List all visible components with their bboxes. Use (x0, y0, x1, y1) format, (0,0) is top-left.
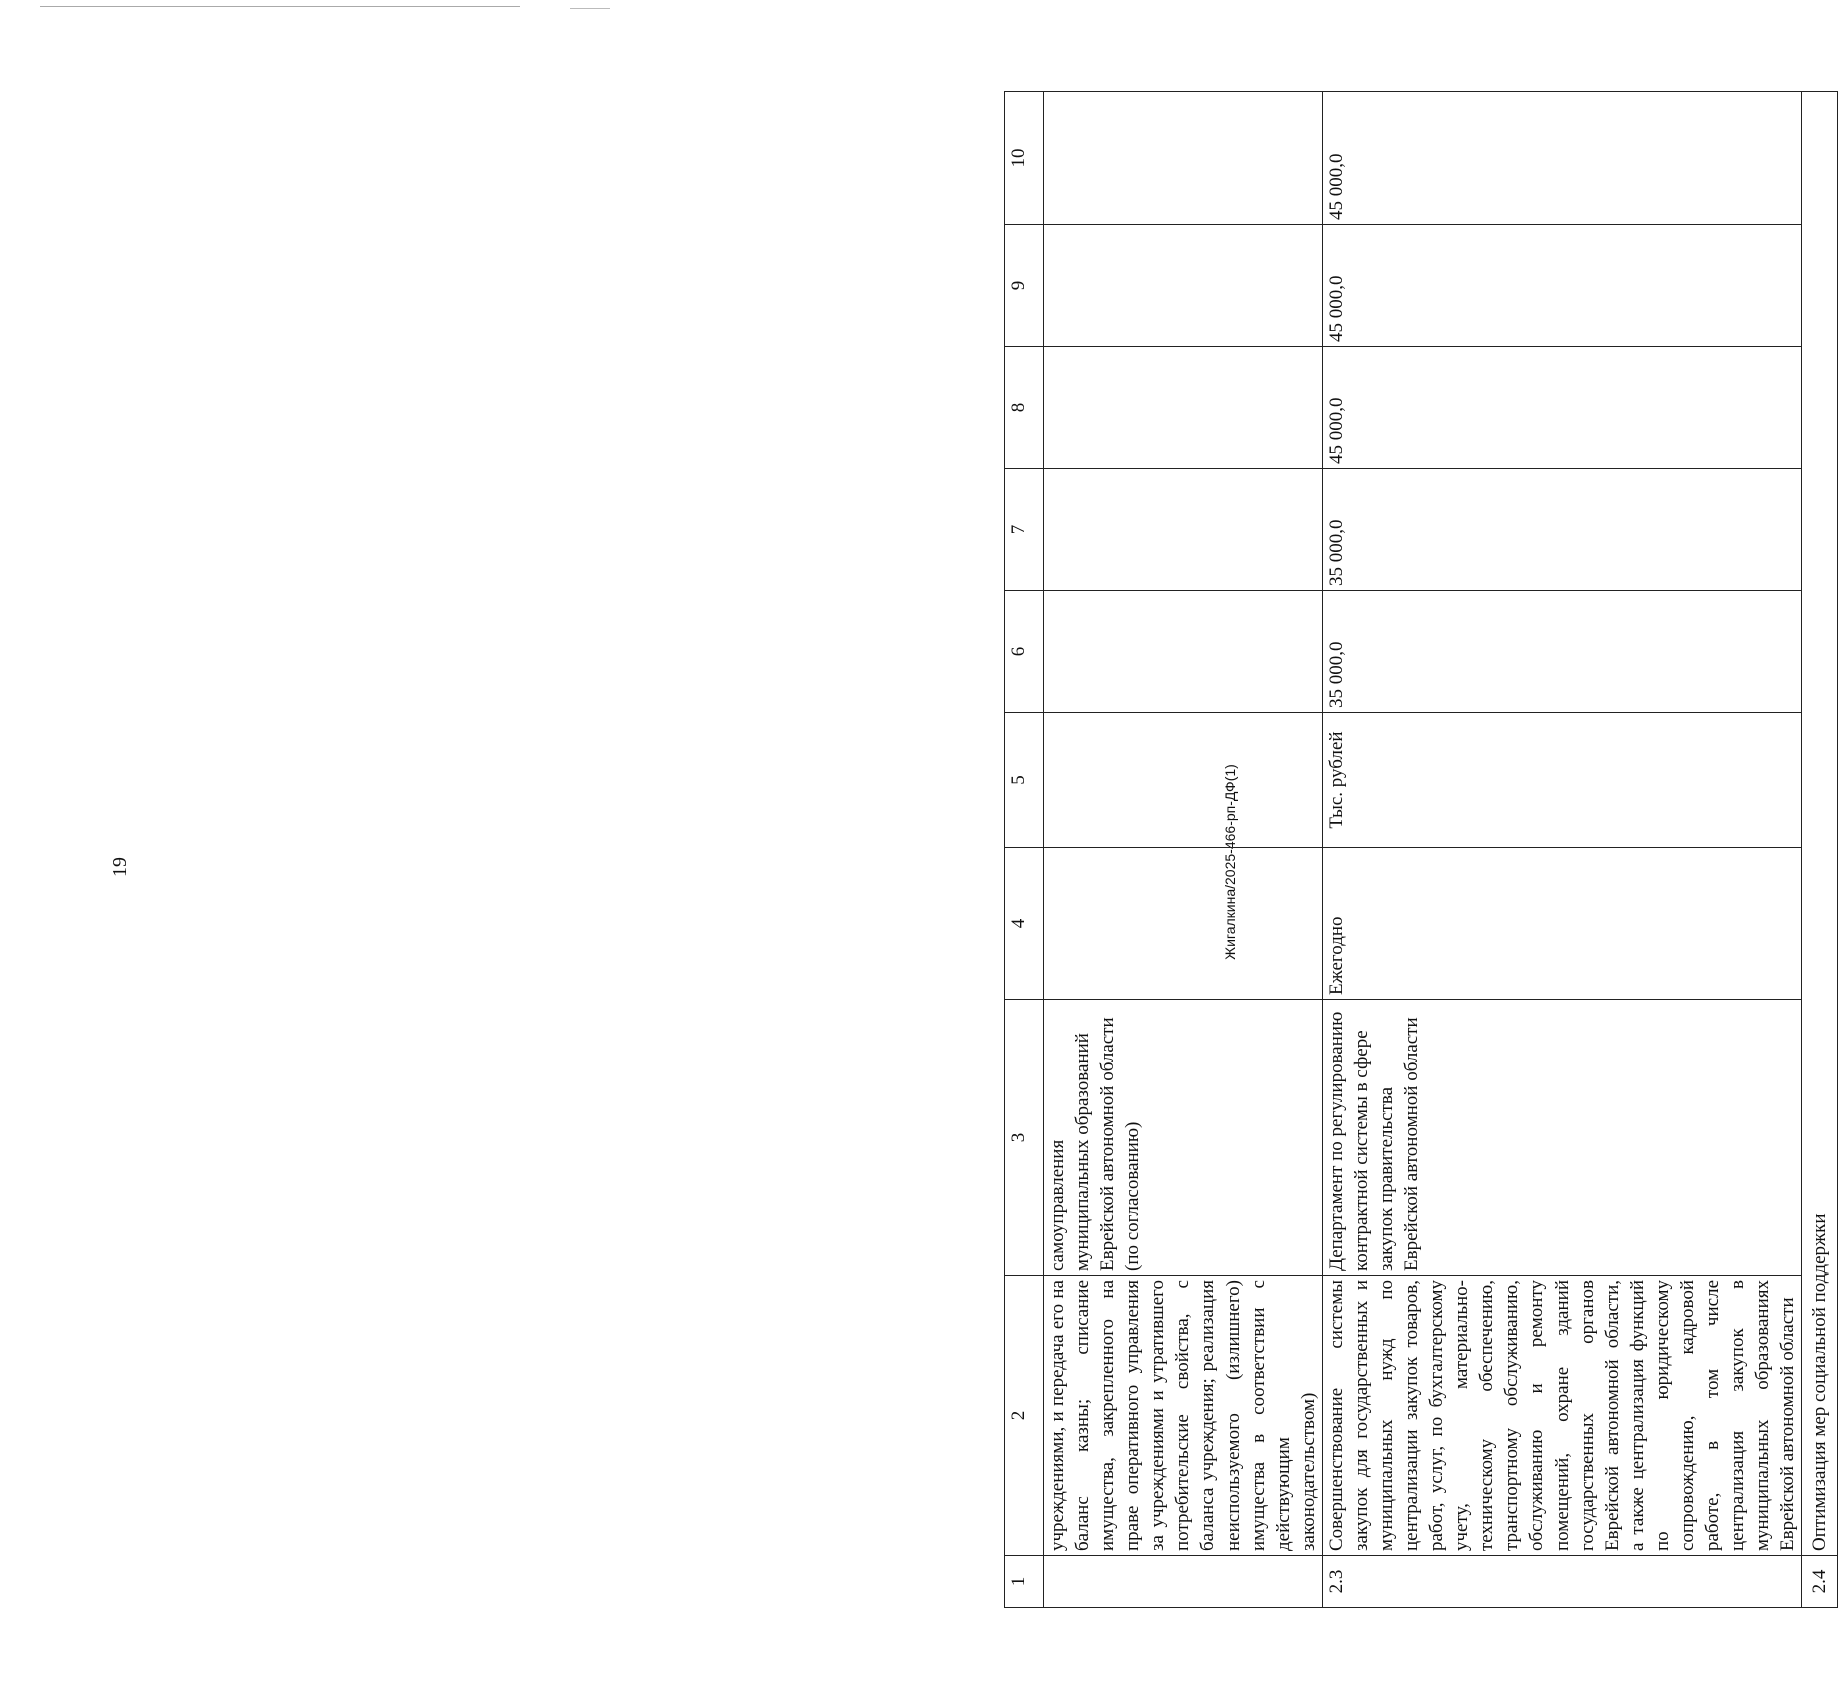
col-header-3: 3 (1005, 1000, 1044, 1276)
value-col-9: 45 000,0 (1322, 225, 1801, 347)
measures-table (1004, 91, 1838, 1608)
deadline: Ежегодно (1322, 848, 1801, 1000)
col-header-8: 8 (1005, 347, 1044, 469)
col-header-10: 10 (1005, 92, 1044, 225)
row-number: 2.4 (1802, 1556, 1838, 1608)
row-number (1044, 1556, 1323, 1608)
value-col-10: 45 000,0 (1322, 92, 1801, 225)
rotated-table-container (1004, 92, 1831, 1608)
col-header-9: 9 (1005, 225, 1044, 347)
responsible-executor: Департамент по регулированию контрактной системы в сфере закупок правительства Еврейской автономной области (1322, 1000, 1801, 1276)
document-code: Жигалкина/2025-466-рп-ДФ(1) (1222, 764, 1238, 960)
table-row-2-3 (1322, 92, 1801, 1608)
value-col-7: 35 000,0 (1322, 469, 1801, 591)
col-header-6: 6 (1005, 591, 1044, 713)
unit (1044, 713, 1323, 848)
measure-description: Совершенствование системы закупок для государственных и муниципальных нужд по централизации закупок товаров, работ, услуг, по бухгалтерскому учету, материально-техническому обеспечению, транспортному обслуживанию, обслуживанию и ремонту помещений, охране зданий государственных органов Еврейской автономной области, а также централизация функций по юридическому сопровождению, кадровой работе, в том числе централизация закупок в муниципальных образованиях Еврейской автономной области (1322, 1276, 1801, 1556)
value-col-6: 35 000,0 (1322, 591, 1801, 713)
col-header-1: 1 (1005, 1556, 1044, 1608)
table-row-continuation (1044, 92, 1323, 1608)
row-number: 2.3 (1322, 1556, 1801, 1608)
value-col-8: 45 000,0 (1322, 347, 1801, 469)
value-col-7 (1044, 469, 1323, 591)
col-header-7: 7 (1005, 469, 1044, 591)
column-number-row (1005, 92, 1044, 1608)
unit: Тыс. рублей (1322, 713, 1801, 848)
page-number: 19 (109, 857, 131, 877)
scan-edge-line (40, 6, 520, 7)
deadline (1044, 848, 1323, 1000)
value-col-9 (1044, 225, 1323, 347)
value-col-6 (1044, 591, 1323, 713)
responsible-executor: самоуправления муниципальных образований Еврейской автономной области (по согласованию) (1044, 1000, 1323, 1276)
col-header-4: 4 (1005, 848, 1044, 1000)
table-row-2-4 (1802, 92, 1838, 1608)
section-title: Оптимизация мер социальной поддержки (1802, 92, 1838, 1556)
scan-edge-mark (570, 8, 610, 9)
value-col-8 (1044, 347, 1323, 469)
value-col-10 (1044, 92, 1323, 225)
measure-description: учреждениями, и передача его на баланс казны; списание имущества, закрепленного на праве оперативного управления за учреждениями и утратившего потребительские свойства, с баланса учреждения; реализация неиспользуемого (излишнего) имущества в соответствии с действующим законодательством) (1044, 1276, 1323, 1556)
col-header-2: 2 (1005, 1276, 1044, 1556)
col-header-5: 5 (1005, 713, 1044, 848)
